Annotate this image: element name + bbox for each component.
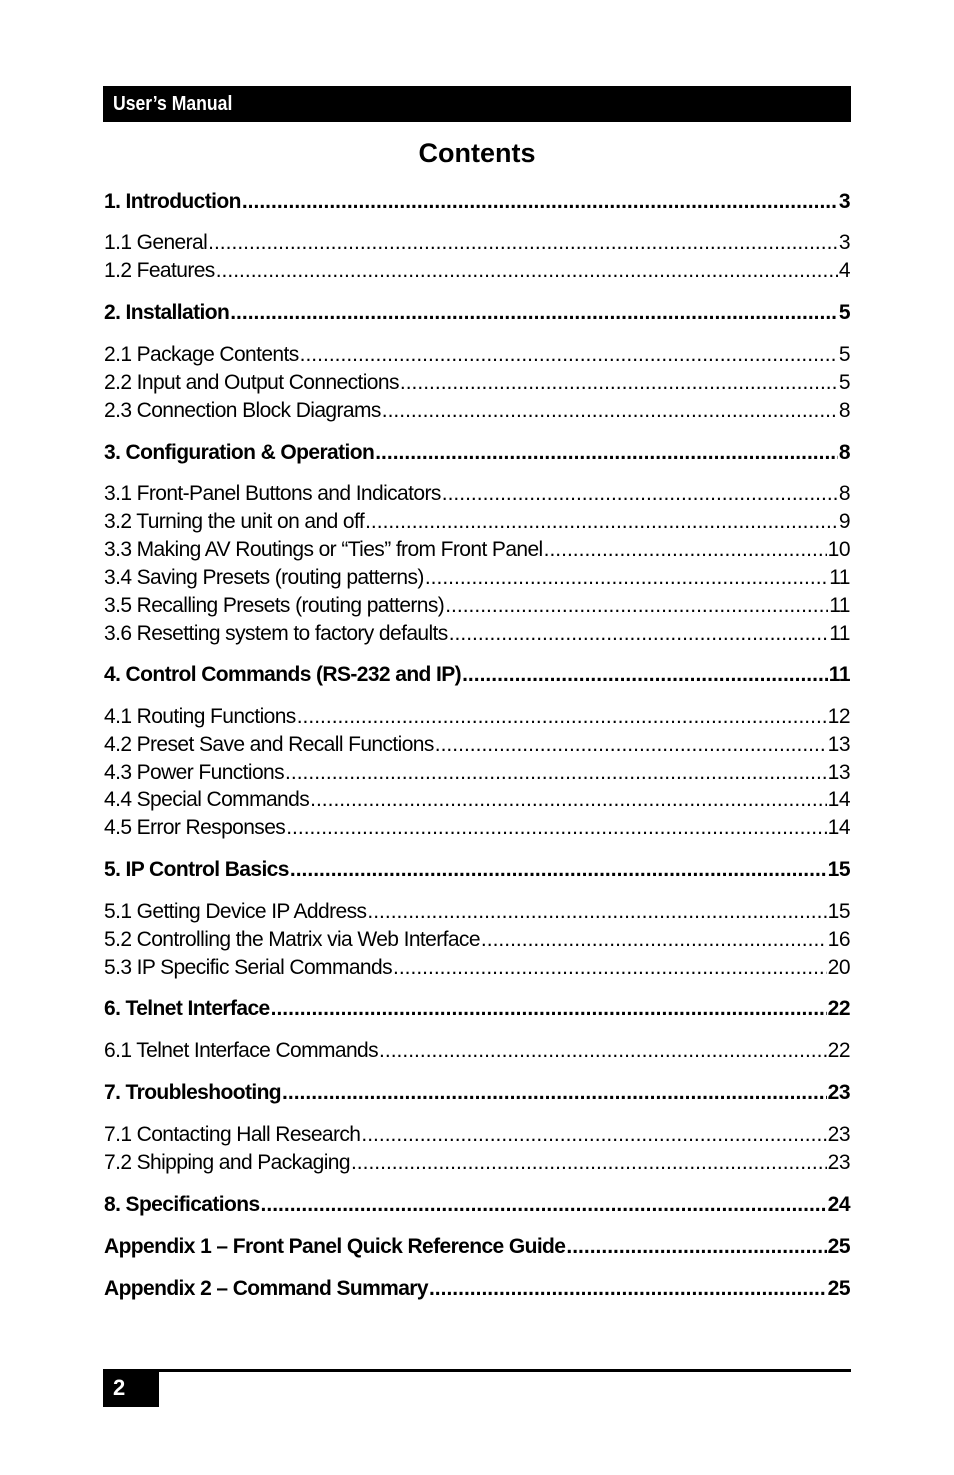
toc-entry-label: 4.5 Error Responses [104,816,286,839]
toc-entry-page: 12 [827,705,850,728]
toc-section-entry[interactable] [104,1234,850,1260]
toc-entry-label: 4.3 Power Functions [104,761,285,784]
toc-entry-page: 14 [827,788,850,811]
toc-dot-leader [208,230,838,256]
toc-entry-page: 24 [827,1193,850,1216]
toc-entry-page: 5 [838,301,850,324]
toc-entry-label: 5.3 IP Specific Serial Commands [104,956,392,979]
toc-entry-label: Appendix 1 – Front Panel Quick Reference Guide [104,1235,566,1258]
toc-dot-leader [216,258,838,284]
toc-dot-leader [442,481,838,507]
toc-entry-label: 3. Configuration & Operation [104,441,375,464]
toc-entry-label: 1.2 Features [104,259,215,282]
toc-subsection-entry[interactable] [104,1038,850,1064]
toc-subsection-entry[interactable] [104,621,850,647]
toc-entry-page: 23 [827,1081,850,1104]
toc-entry-page: 13 [827,761,850,784]
toc-subsection-entry[interactable] [104,370,850,396]
toc-subsection-entry[interactable] [104,593,850,619]
header-label: User’s Manual [113,92,233,115]
toc-subsection-entry[interactable] [104,342,850,368]
toc-entry-page: 22 [827,1039,850,1062]
toc-entry-label: 7. Troubleshooting [104,1081,282,1104]
toc-dot-leader [282,1080,827,1106]
toc-entry-page: 11 [829,594,850,617]
toc-entry-page: 23 [827,1123,850,1146]
toc-entry-page: 14 [827,816,850,839]
toc-dot-leader [435,732,827,758]
toc-dot-leader [425,565,828,591]
toc-entry-page: 3 [838,190,850,213]
toc-subsection-entry[interactable] [104,537,850,563]
toc-dot-leader [242,189,838,215]
toc-dot-leader [382,398,838,424]
toc-dot-leader [375,440,838,466]
toc-subsection-entry[interactable] [104,1122,850,1148]
toc-section-entry[interactable] [104,1276,850,1302]
toc-subsection-entry[interactable] [104,955,850,981]
toc-dot-leader [297,704,827,730]
toc-dot-leader [286,815,826,841]
toc-dot-leader [290,857,827,883]
toc-dot-leader [379,1038,827,1064]
toc-entry-page: 4 [838,259,850,282]
toc-entry-page: 8 [838,441,850,464]
toc-entry-page: 3 [838,231,850,254]
toc-dot-leader [429,1276,827,1302]
toc-entry-page: 15 [827,858,850,881]
toc-dot-leader [361,1122,826,1148]
toc-entry-page: 13 [827,733,850,756]
toc-dot-leader [230,300,838,326]
footer-rule [103,1369,851,1372]
toc-entry-label: Appendix 2 – Command Summary [104,1277,428,1300]
toc-entry-label: 4.1 Routing Functions [104,705,296,728]
toc-dot-leader [393,955,827,981]
toc-entry-label: 5.1 Getting Device IP Address [104,900,367,923]
toc-entry-label: 6.1 Telnet Interface Commands [104,1039,379,1062]
toc-entry-page: 15 [827,900,850,923]
toc-entry-label: 8. Specifications [104,1193,260,1216]
toc-entry-page: 8 [838,399,850,422]
toc-section-entry[interactable] [104,300,850,326]
toc-entry-label: 4.2 Preset Save and Recall Functions [104,733,434,756]
toc-entry-page: 11 [829,566,850,589]
page-number-box [103,1369,159,1407]
toc-section-entry[interactable] [104,857,850,883]
toc-entry-label: 3.1 Front-Panel Buttons and Indicators [104,482,441,505]
toc-entry-label: 2.1 Package Contents [104,343,299,366]
toc-dot-leader [271,996,827,1022]
toc-dot-leader [300,342,838,368]
toc-entry-label: 3.5 Recalling Presets (routing patterns) [104,594,445,617]
toc-subsection-entry[interactable] [104,732,850,758]
toc-entry-label: 2.2 Input and Output Connections [104,371,399,394]
toc-dot-leader [462,662,828,688]
toc-entry-label: 3.2 Turning the unit on and off [104,510,365,533]
toc-entry-label: 7.1 Contacting Hall Research [104,1123,361,1146]
toc-dot-leader [445,593,828,619]
toc-entry-page: 22 [827,997,850,1020]
toc-entry-page: 9 [838,510,850,533]
toc-entry-page: 20 [827,956,850,979]
toc-section-entry[interactable] [104,1192,850,1218]
toc-dot-leader [481,927,827,953]
toc-entry-page: 25 [827,1277,850,1300]
toc-entry-label: 2. Installation [104,301,230,324]
page-title: Contents [418,138,536,168]
toc-entry-label: 3.3 Making AV Routings or “Ties” from Front Panel [104,538,543,561]
toc-section-entry[interactable] [104,189,850,215]
toc-entry-page: 10 [827,538,850,561]
toc-subsection-entry[interactable] [104,704,850,730]
toc-dot-leader [310,787,827,813]
toc-dot-leader [285,760,827,786]
toc-section-entry[interactable] [104,996,850,1022]
toc-entry-label: 4. Control Commands (RS-232 and IP) [104,663,462,686]
toc-entry-label: 5.2 Controlling the Matrix via Web Interface [104,928,480,951]
toc-subsection-entry[interactable] [104,481,850,507]
toc-entry-label: 3.4 Saving Presets (routing patterns) [104,566,424,589]
toc-subsection-entry[interactable] [104,760,850,786]
toc-entry-page: 25 [827,1235,850,1258]
toc-section-entry[interactable] [104,1080,850,1106]
toc-entry-label: 3.6 Resetting system to factory defaults [104,622,448,645]
page-number: 2 [113,1375,126,1400]
toc-entry-page: 23 [827,1151,850,1174]
toc-dot-leader [400,370,838,396]
toc-entry-label: 2.3 Connection Block Diagrams [104,399,381,422]
toc-dot-leader [351,1150,827,1176]
toc-dot-leader [566,1234,826,1260]
toc-section-entry[interactable] [104,440,850,466]
toc-dot-leader [365,509,838,535]
toc-dot-leader [261,1192,827,1218]
toc-entry-page: 11 [829,622,850,645]
running-header [103,86,851,122]
toc-entry-page: 5 [838,371,850,394]
toc-entry-page: 16 [827,928,850,951]
toc-subsection-entry[interactable] [104,1150,850,1176]
toc-entry-page: 8 [838,482,850,505]
toc-subsection-entry[interactable] [104,398,850,424]
toc-entry-label: 1.1 General [104,231,208,254]
toc-entry-page: 11 [828,663,850,686]
toc-dot-leader [544,537,827,563]
toc-subsection-entry[interactable] [104,899,850,925]
toc-entry-label: 4.4 Special Commands [104,788,310,811]
toc-entry-label: 1. Introduction [104,190,241,213]
toc-subsection-entry[interactable] [104,927,850,953]
toc-subsection-entry[interactable] [104,787,850,813]
toc-subsection-entry[interactable] [104,509,850,535]
toc-section-entry[interactable] [104,662,850,688]
toc-entry-label: 6. Telnet Interface [104,997,270,1020]
toc-dot-leader [449,621,829,647]
toc-subsection-entry[interactable] [104,815,850,841]
toc-subsection-entry[interactable] [104,565,850,591]
toc-subsection-entry[interactable] [104,258,850,284]
toc-subsection-entry[interactable] [104,230,850,256]
toc-entry-label: 5. IP Control Basics [104,858,289,881]
toc-entry-label: 7.2 Shipping and Packaging [104,1151,350,1174]
toc-entry-page: 5 [838,343,850,366]
toc-dot-leader [367,899,826,925]
